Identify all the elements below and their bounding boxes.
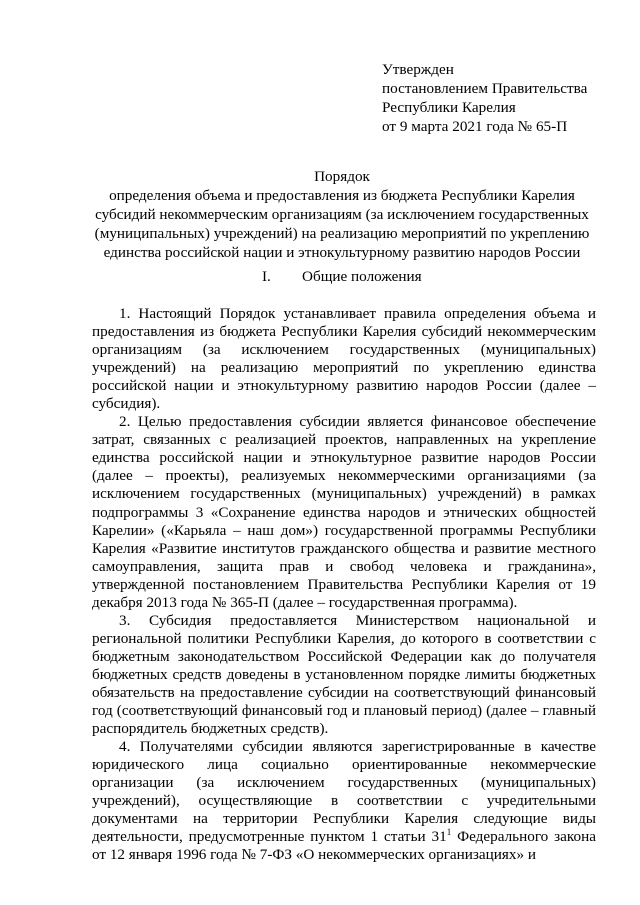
paragraph-text: Федерального закона от 12 января 1996 года № 7-ФЗ «О некоммерческих организациях» и — [92, 828, 596, 864]
section-title: Общие положения — [302, 268, 422, 285]
approval-line: Утвержден — [382, 61, 454, 78]
paragraph-text: 4. Получателями субсидии являются зарегистрированные в качестве юридического лица социально ориентированные некоммерческие организации (за исключением государственных (муниципальных) учреждений), осуществляющие в соответствии с учредительными документами на территории Республики Карелия следующие виды деятельности, предусмотренные пунктом 1 статьи 31 — [92, 738, 596, 846]
title-subtitle: определения объема и предоставления из бюджета Республики Карелия субсидий некоммерческим организациям (за исключением государственных (муниципальных) учреждений) на реализацию мероприятий по укреплению единства российской нации и этнокультурному развитию народов России — [94, 187, 590, 261]
approval-line: постановлением Правительства — [382, 80, 588, 97]
body-text — [92, 305, 596, 864]
approval-stamp — [382, 60, 587, 136]
paragraph: 2. Целью предоставления субсидии является финансовое обеспечение затрат, связанных с реализацией проектов, направленных на укрепление единства российской нации и этнокультурное развитие народов России (далее – проекты), реализуемых некоммерческими организациями (за исключением государственных (муниципальных) учреждений) в рамках подпрограммы 3 «Сохранение единства народов и этнических общностей Карелии» («Карьяла – наш дом») государственной программы Республики Карелия «Развитие институтов гражданского общества и развитие местного самоуправления, защита прав и свобод человека и гражданина», утвержденной постановлением Правительства Республики Карелия от 19 декабря 2013 года № 365-П (далее – государственная программа). — [92, 413, 596, 611]
superscript: 1 — [446, 827, 452, 838]
paragraph: 1. Настоящий Порядок устанавливает правила определения объема и предоставления из бюджета Республики Карелия субсидий некоммерческим организациям (за исключением государственных (муниципальных) учреждений) на реализацию мероприятий по укреплению единства российской нации и этнокультурному развитию народов России (далее – субсидия). — [92, 305, 596, 413]
section-number: I. — [262, 268, 271, 285]
paragraph: 3. Субсидия предоставляется Министерством национальной и региональной политики Республики Карелия, до которого в соответствии с бюджетным законодательством Российской Федерации как до получателя бюджетных средств доведены в установленном порядке лимиты бюджетных обязательств на предоставление субсидии на соответствующий финансовый год (соответствующий финансовый год и плановый период) (далее – главный распорядитель бюджетных средств). — [92, 611, 596, 738]
approval-line: от 9 марта 2021 года № 65-П — [382, 118, 568, 135]
document-title — [92, 167, 592, 262]
title-main: Порядок — [314, 168, 370, 185]
section-heading — [262, 267, 422, 286]
approval-line: Республики Карелия — [382, 99, 516, 116]
paragraph — [92, 738, 596, 864]
